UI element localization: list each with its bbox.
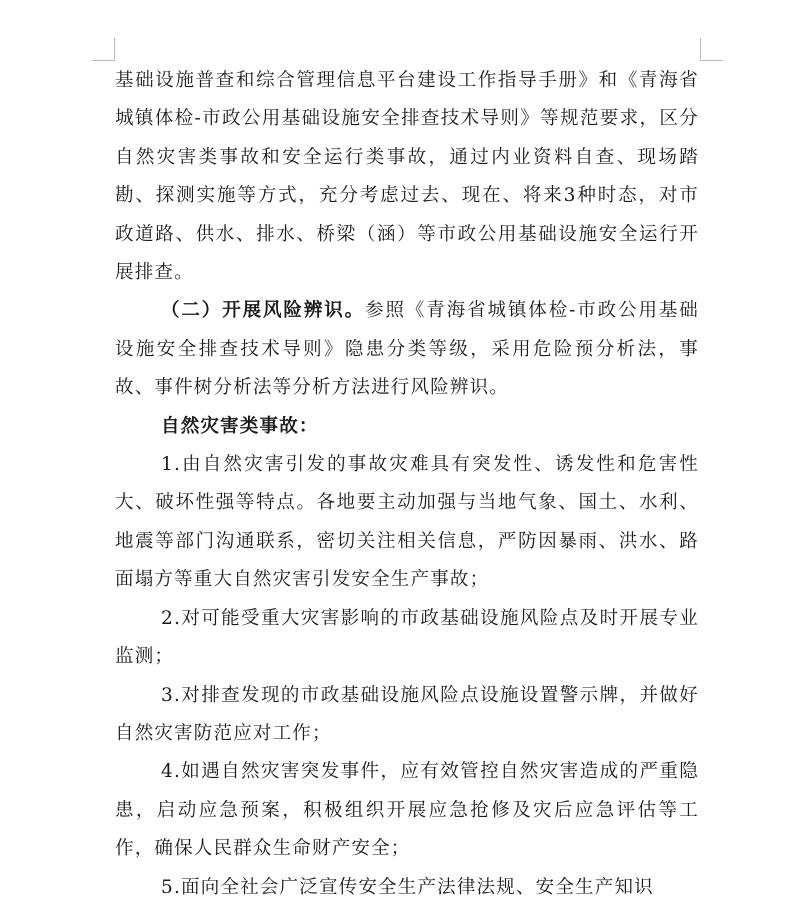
- section-heading-natural-disaster: 自然灾害类事故：: [161, 415, 319, 437]
- paragraph-risk-identification-text: 参照《青海省城镇体检-市政公用基础设施安全排查技术导则》隐患分类等级，采用危险预分析法，事故、事件树分析法等分析方法进行风险辨识。: [115, 300, 699, 399]
- list-item-1: 1.由自然灾害引发的事故灾难具有突发性、诱发性和危害性大、破坏性强等特点。各地要主动加强与当地气象、国土、水利、地震等部门沟通联系，密切关注相关信息，严防因暴雨、洪水、路面塌方等重大自然灾害引发安全生产事故；: [115, 454, 699, 591]
- list-item-4: 4.如遇自然灾害突发事件，应有效管控自然灾害造成的严重隐患，启动应急预案，积极组织开展应急抢修及灾后应急评估等工作，确保人民群众生命财产安全；: [115, 761, 699, 860]
- margin-corner-mark-top-left: [92, 38, 115, 61]
- margin-corner-mark-top-right: [700, 38, 723, 61]
- paragraph-standards: 基础设施普查和综合管理信息平台建设工作指导手册》和《青海省城镇体检-市政公用基础设施安全排查技术导则》等规范要求，区分自然灾害类事故和安全运行类事故，通过内业资料自查、现场踏勘、探测实施等方式，充分考虑过去、现在、将来3种时态，对市政道路、供水、排水、桥梁（涵）等市政公用基础设施安全运行开展排查。: [115, 70, 699, 284]
- document-body: [115, 62, 699, 907]
- list-item-2: 2.对可能受重大灾害影响的市政基础设施风险点及时开展专业监测；: [115, 607, 699, 668]
- list-item-5: 5.面向全社会广泛宣传安全生产法律法规、安全生产知识: [161, 876, 654, 898]
- paragraph-risk-identification: [115, 292, 699, 407]
- list-item-3: 3.对排查发现的市政基础设施风险点设施设置警示牌，并做好自然灾害防范应对工作；: [115, 684, 699, 744]
- section-heading-risk-identification: （二）开展风险辨识。: [161, 300, 366, 322]
